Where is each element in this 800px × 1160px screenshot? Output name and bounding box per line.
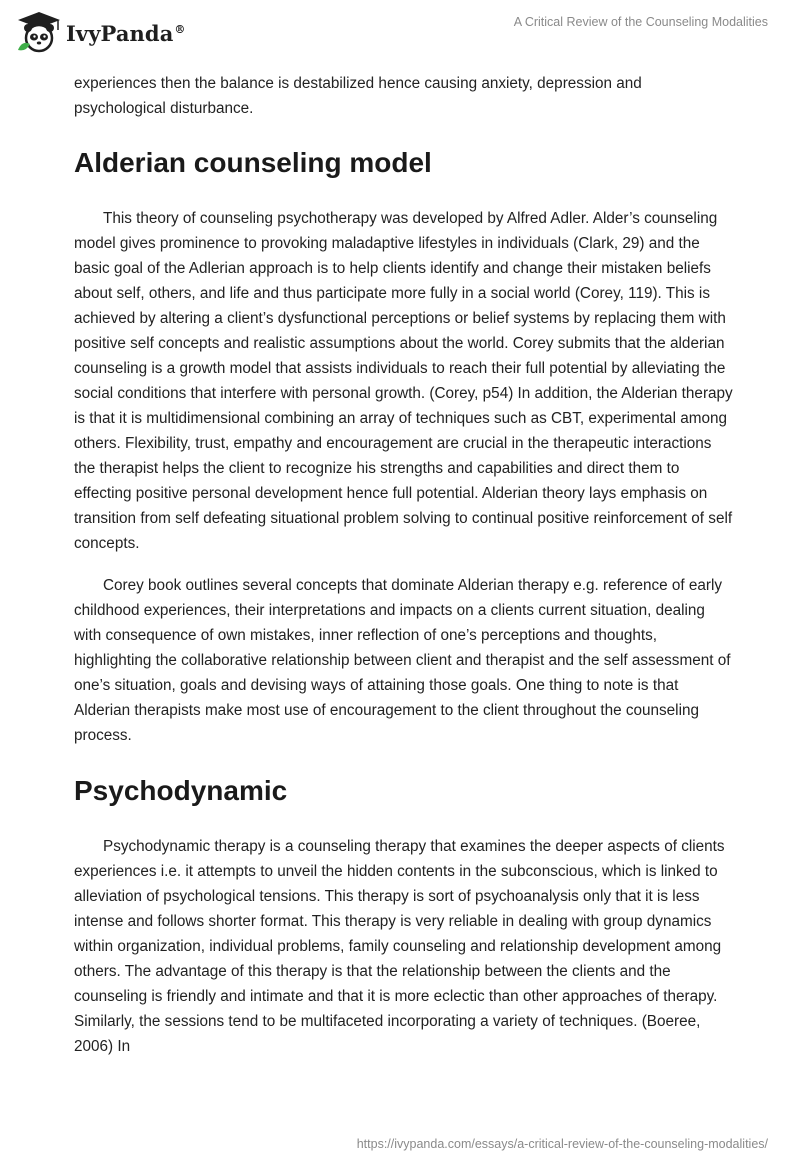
logo-wordmark: IvyPanda®	[66, 20, 186, 46]
panda-graduate-icon	[14, 10, 64, 54]
intro-paragraph: experiences then the balance is destabilized hence causing anxiety, depression and psychological disturbance.	[74, 75, 642, 117]
paragraph: This theory of counseling psychotherapy was developed by Alfred Adler. Alder’s counseling model gives prominence to provoking maladaptive lifestyles in individuals (Clark, 29) and the basic goal of the Adlerian approach is to help clients identify and change their mistaken beliefs about self, others, and life and thus participate more fully in a social world (Corey, 119). This is achieved by altering a client’s dysfunctional perceptions or belief systems by replacing them with positive self concepts and realistic assumptions about the world. Corey submits that the alderian counseling is a growth model that assists individuals to reach their full potential by alleviating the social conditions that interfere with personal growth. (Corey, p54) In addition, the Alderian therapy is that it is multidimensional combining an array of techniques such as CBT, experimental among others. Flexibility, trust, empathy and encouragement are crucial in the therapeutic interactions the therapist helps the client to recognize his strengths and capabilities and direct them to effecting positive personal development hence full potential. Alderian theory lays emphasis on transition from self defeating situational problem solving to continual positive reinforcement of self concepts.	[74, 210, 733, 552]
source-url[interactable]: https://ivypanda.com/essays/a-critical-review-of-the-counseling-modalities/	[356, 1137, 768, 1151]
section-heading-alderian: Alderian counseling model	[74, 147, 432, 178]
section-heading-psychodynamic: Psychodynamic	[74, 775, 288, 806]
page-header	[0, 0, 800, 62]
registered-mark: ®	[174, 22, 186, 36]
paragraph: Psychodynamic therapy is a counseling therapy that examines the deeper aspects of clients experiences i.e. it attempts to unveil the hidden contents in the subconscious, which is linked to alleviation of psychological tensions. This therapy is sort of psychoanalysis only that it is less intense and follows shorter format. This therapy is very reliable in dealing with group dynamics within organization, individual problems, family counseling and relationship development among others. The advantage of this therapy is that the relationship between the clients and the counseling is friendly and intimate and that it is more eclectic than other approaches of therapy. Similarly, the sessions tend to be multifaceted incorporating a variety of techniques. (Boeree, 2006) In	[74, 838, 725, 1055]
essay-body	[74, 71, 734, 1059]
ivypanda-logo[interactable]	[14, 10, 194, 54]
paragraph: Corey book outlines several concepts that dominate Alderian therapy e.g. reference of early childhood experiences, their interpretations and impacts on a clients current situation, dealing with consequence of own mistakes, inner reflection of one’s perceptions and thoughts, highlighting the collaborative relationship between client and therapist and the self assessment of one’s situation, goals and devising ways of attaining those goals. One thing to note is that Alderian therapists make most use of encouragement to the client throughout the counseling process.	[74, 577, 731, 744]
document-title: A Critical Review of the Counseling Modalities	[513, 15, 768, 29]
